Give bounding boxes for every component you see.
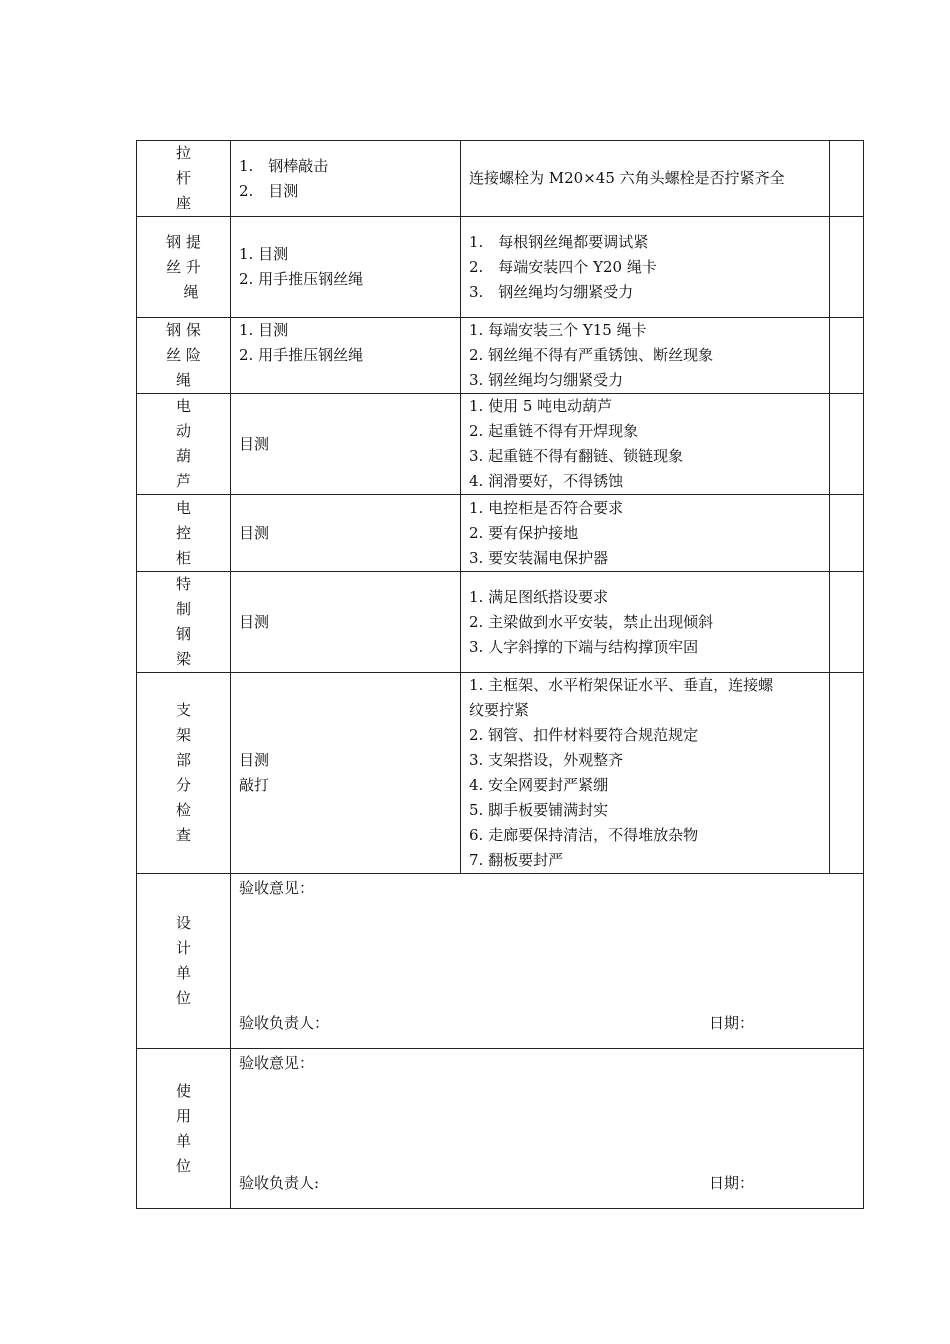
date-label: 日期： — [709, 1174, 755, 1192]
sign-row-user-unit — [137, 1049, 864, 1209]
item-name-cell: 钢 保 丝 险 绳 — [137, 318, 231, 394]
result-cell[interactable] — [830, 217, 864, 318]
acceptance-opinion-area[interactable] — [231, 874, 864, 1049]
requirement-cell: 1. 电控柜是否符合要求 2. 要有保护接地 3. 要安装漏电保护器 — [461, 495, 830, 572]
method-cell: 目测 — [231, 572, 461, 673]
method-cell: 目测 — [231, 495, 461, 572]
table-row — [137, 673, 864, 874]
table-row — [137, 394, 864, 495]
requirement-cell: 1. 每端安装三个 Y15 绳卡 2. 钢丝绳不得有严重锈蚀、断丝现象 3. 钢丝绳均匀绷紧受力 — [461, 318, 830, 394]
method-cell: 目测 敲打 — [231, 673, 461, 874]
item-name-cell: 支 架 部 分 检 查 — [137, 673, 231, 874]
requirement-cell: 1. 使用 5 吨电动葫芦 2. 起重链不得有开焊现象 3. 起重链不得有翻链、锁链现象 4. 润滑要好，不得锈蚀 — [461, 394, 830, 495]
requirement-cell: 1. 满足图纸搭设要求 2. 主梁做到水平安装，禁止出现倾斜 3. 人字斜撑的下端与结构撑顶牢固 — [461, 572, 830, 673]
unit-name-cell: 设 计 单 位 — [137, 874, 231, 1049]
method-cell: 目测 — [231, 394, 461, 495]
responsible-person-label: 验收负责人: — [239, 1174, 320, 1192]
result-cell[interactable] — [830, 572, 864, 673]
requirement-cell: 1. 主框架、水平桁架保证水平、垂直，连接螺 纹要拧紧 2. 钢管、扣件材料要符合规范规定 3. 支架搭设，外观整齐 4. 安全网要封严紧绷 5. 脚手板要铺满封实 6. 走廊要保持清洁，不得堆放杂物 7. 翻板要封严 — [461, 673, 830, 874]
inspection-table-sheet — [136, 140, 863, 1209]
result-cell[interactable] — [830, 394, 864, 495]
result-cell[interactable] — [830, 495, 864, 572]
responsible-person-label: 验收负责人： — [239, 1014, 330, 1032]
sign-row-design-unit — [137, 874, 864, 1049]
item-name-cell: 电 动 葫 芦 — [137, 394, 231, 495]
method-cell: 1. 目测 2. 用手推压钢丝绳 — [231, 217, 461, 318]
opinion-label: 验收意见： — [239, 879, 315, 897]
item-name-cell: 钢 提 丝 升 绳 — [137, 217, 231, 318]
unit-name-cell: 使 用 单 位 — [137, 1049, 231, 1209]
table-row — [137, 318, 864, 394]
table-row — [137, 572, 864, 673]
method-cell: 1. 钢棒敲击 2. 目测 — [231, 141, 461, 217]
result-cell[interactable] — [830, 141, 864, 217]
result-cell[interactable] — [830, 673, 864, 874]
inspection-table — [136, 140, 864, 1209]
table-row — [137, 495, 864, 572]
item-name-cell: 电 控 柜 — [137, 495, 231, 572]
result-cell[interactable] — [830, 318, 864, 394]
item-name-cell: 特 制 钢 梁 — [137, 572, 231, 673]
requirement-cell: 连接螺栓为 M20×45 六角头螺栓是否拧紧齐全 — [461, 141, 830, 217]
method-cell: 1. 目测 2. 用手推压钢丝绳 — [231, 318, 461, 394]
date-label: 日期： — [709, 1014, 755, 1032]
item-name-cell: 拉 杆 座 — [137, 141, 231, 217]
acceptance-opinion-area[interactable] — [231, 1049, 864, 1209]
opinion-label: 验收意见： — [239, 1054, 315, 1072]
table-row — [137, 217, 864, 318]
table-row — [137, 141, 864, 217]
requirement-cell: 1. 每根钢丝绳都要调试紧 2. 每端安装四个 Y20 绳卡 3. 钢丝绳均匀绷紧受力 — [461, 217, 830, 318]
